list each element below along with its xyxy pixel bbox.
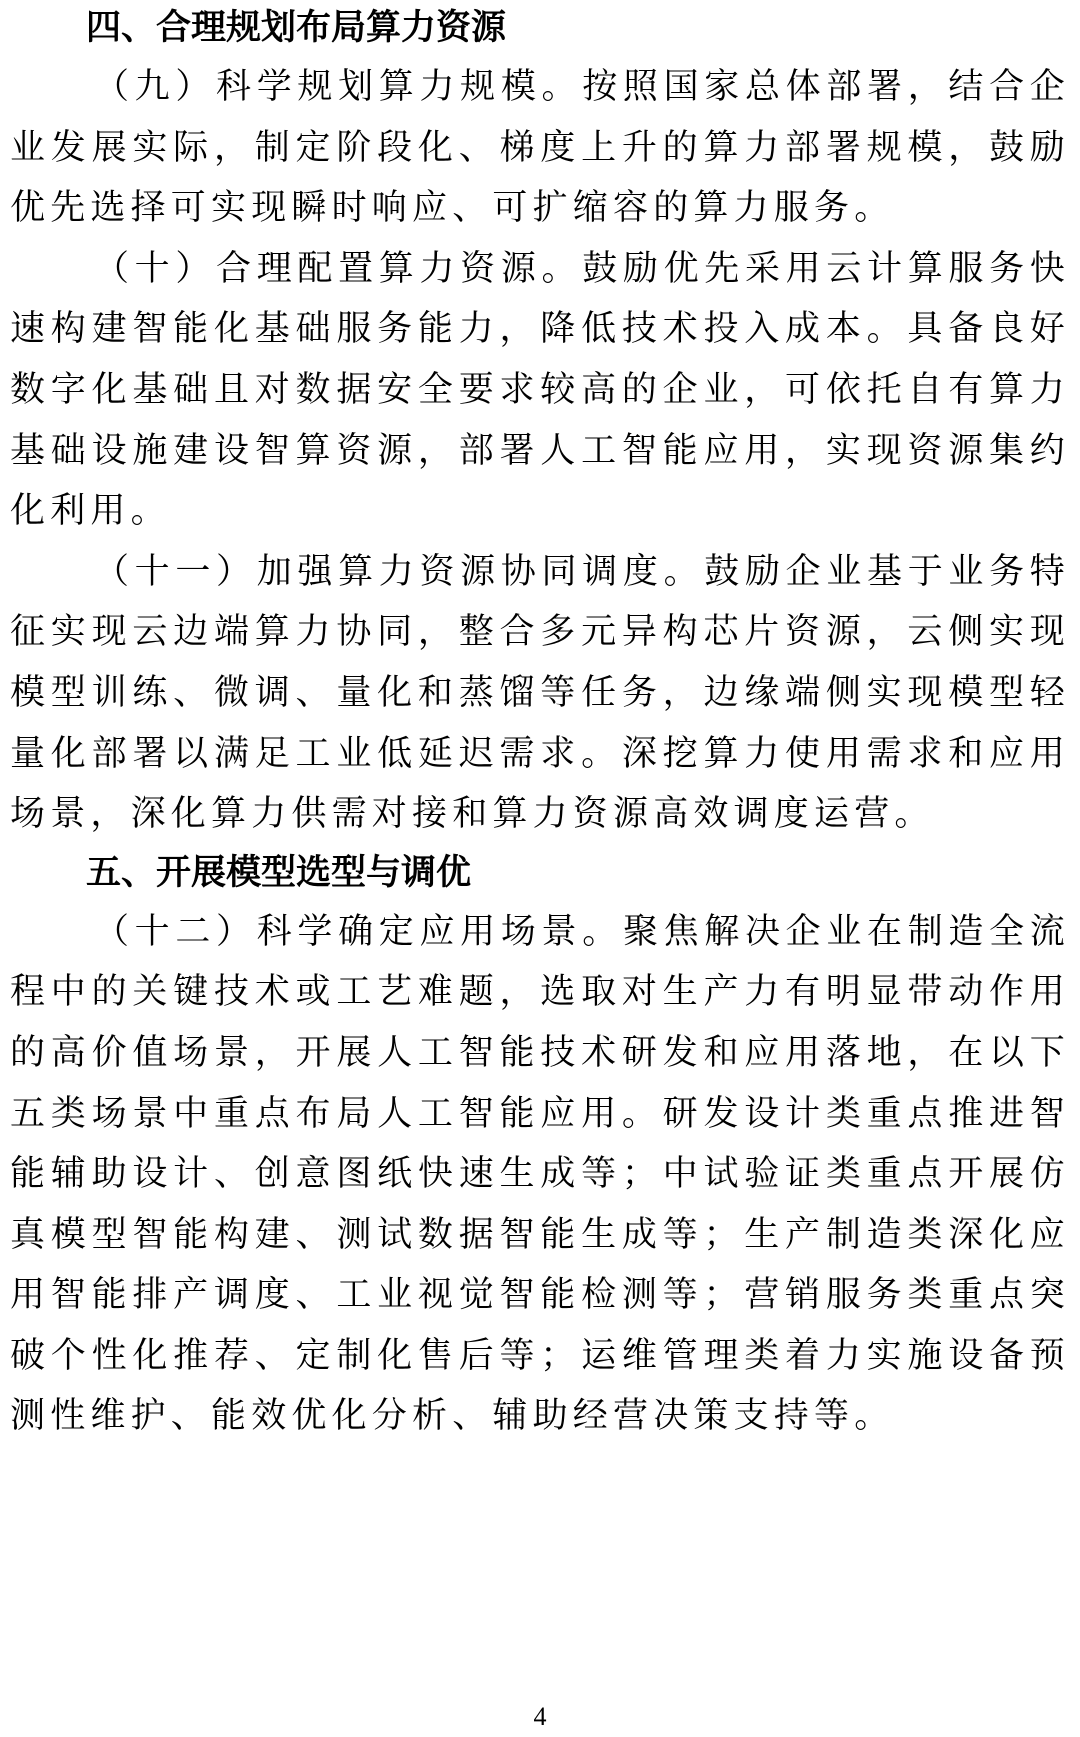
paragraph — [10, 902, 1070, 1447]
paragraph-text: 聚焦解决企业在制造全流程中的关键技术或工艺难题，选取对生产力有明显带动作用的高价值场景，开展人工智能技术研发和应用落地，在以下五类场景中重点布局人工智能应用。研发设计类重点推进智能辅助设计、创意图纸快速生成等；中试验证类重点开展仿真模型智能构建、测试数据智能生成等；生产制造类深化应用智能排产调度、工业视觉智能检测等；营销服务类重点突破个性化推荐、定制化售后等；运维管理类着力实施设备预测性维护、能效优化分析、辅助经营决策支持等。 — [10, 911, 1071, 1437]
paragraph-subtitle: （十二）科学确定应用场景。 — [94, 911, 623, 952]
paragraph-subtitle: （十一）加强算力资源协同调度。 — [94, 551, 705, 592]
paragraph — [10, 57, 1070, 239]
paragraph — [10, 239, 1070, 542]
section-heading: 五、开展模型选型与调优 — [86, 852, 472, 893]
section-heading: 四、合理规划布局算力资源 — [86, 8, 507, 48]
document-body — [10, 0, 1070, 1447]
paragraph-text: 按照国家总体部署，结合企业发展实际，制定阶段化、梯度上升的算力部署规模，鼓励优先选择可实现瞬时响应、可扩缩容的算力服务。 — [10, 67, 1071, 229]
paragraph — [10, 542, 1070, 845]
paragraph-subtitle: （十）合理配置算力资源。 — [94, 248, 583, 289]
paragraph-subtitle: （九）科学规划算力规模。 — [94, 67, 583, 107]
page-number: 4 — [533, 1702, 547, 1731]
paragraph-text: 鼓励企业基于业务特征实现云边端算力协同，整合多元异构芯片资源，云侧实现模型训练、微调、量化和蒸馏等任务，边缘端侧实现模型轻量化部署以满足工业低延迟需求。深挖算力使用需求和应用场景，深化算力供需对接和算力资源高效调度运营。 — [10, 551, 1070, 835]
paragraph-text: 鼓励优先采用云计算服务快速构建智能化基础服务能力，降低技术投入成本。具备良好数字化基础且对数据安全要求较高的企业，可依托自有算力基础设施建设智算资源，部署人工智能应用，实现资源集约化利用。 — [10, 248, 1071, 532]
